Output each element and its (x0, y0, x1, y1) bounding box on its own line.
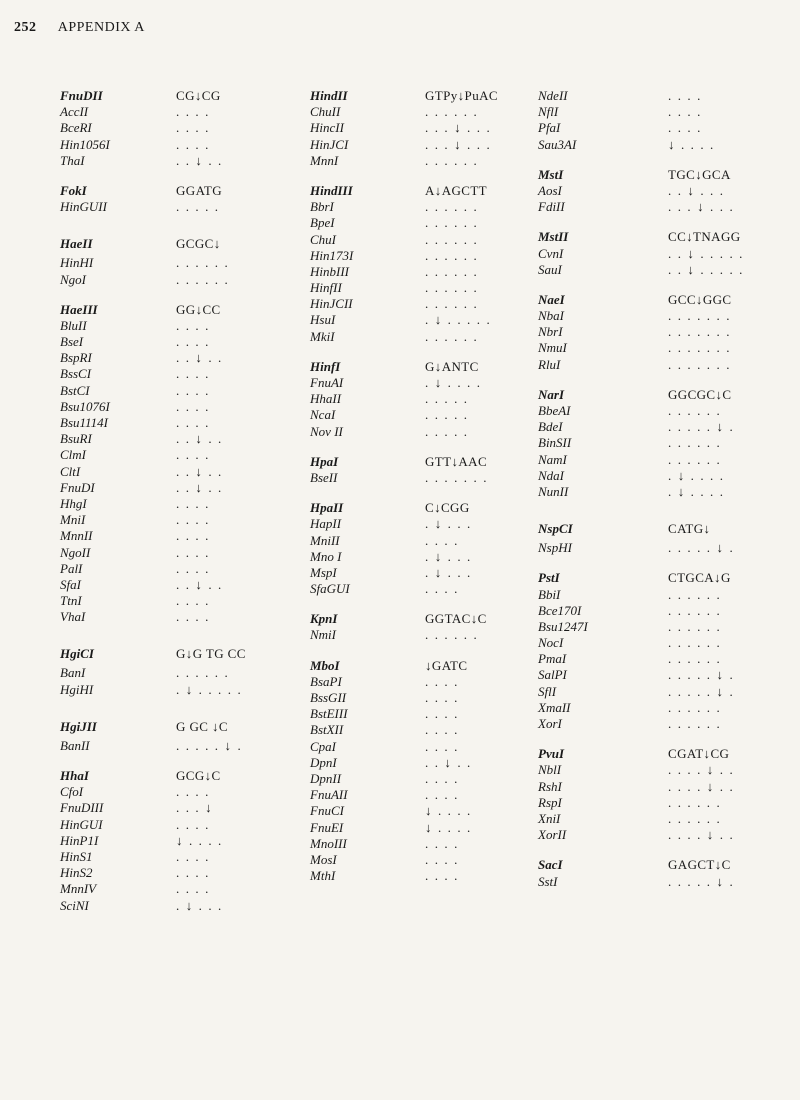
recognition-sequence: . . . . ↓ . . (668, 827, 735, 843)
recognition-sequence: . . . . (425, 532, 459, 548)
enzyme-name: Bsu1247I (538, 618, 588, 634)
recognition-sequence: . . . . (176, 415, 210, 430)
recognition-sequence: . . . . (425, 738, 459, 754)
recognition-sequence: . . . . . . . (668, 340, 732, 356)
enzyme-name: NbrI (538, 324, 563, 340)
enzyme-name: HinJCII (310, 296, 353, 312)
recognition-sequence: . . . ↓ . . . (425, 120, 492, 136)
enzyme-name: ClmI (60, 447, 86, 463)
enzyme-name: NmuI (538, 340, 567, 356)
recognition-sequence: ↓ . . . . (425, 819, 472, 835)
recognition-sequence: . . . . (176, 366, 210, 382)
enzyme-name: BstCI (60, 382, 90, 398)
enzyme-name: CpaI (310, 738, 336, 754)
recognition-sequence: CGAT↓CG (668, 746, 730, 762)
enzyme-name: NspHI (538, 540, 572, 556)
enzyme-name: AosI (538, 182, 562, 198)
recognition-sequence: . . . . (176, 544, 210, 560)
recognition-sequence: . . . . . . . (668, 356, 732, 372)
enzyme-name: HhaI (60, 768, 89, 783)
recognition-sequence: ↓ . . . . (176, 832, 223, 848)
recognition-sequence: GAGCT↓C (668, 857, 731, 873)
enzyme-name: FnuAII (310, 787, 348, 803)
enzyme-name: NarI (538, 386, 565, 402)
enzyme-name: CltI (60, 463, 81, 479)
enzyme-name: XorII (538, 827, 567, 843)
enzyme-name: HsuI (310, 312, 336, 328)
recognition-sequence: . ↓ . . . . (668, 467, 725, 483)
enzyme-name: PstI (538, 570, 560, 586)
recognition-sequence: . . . . . . . (668, 324, 732, 340)
recognition-sequence: CATG↓ (668, 521, 711, 537)
enzyme-name: Hin173I (310, 247, 354, 263)
recognition-sequence: . . . . . . (425, 280, 479, 296)
enzyme-name: BseI (60, 334, 84, 350)
enzyme-name: SalPI (538, 667, 567, 683)
recognition-sequence: . . . . . ↓ . (668, 419, 735, 435)
recognition-sequence: . . ↓ . . (176, 463, 223, 479)
enzyme-name: HpaII (310, 500, 344, 516)
recognition-sequence: . ↓ . . . . (668, 483, 725, 499)
recognition-sequence: . . . . . . (425, 328, 479, 344)
recognition-sequence: ↓GATC (425, 657, 468, 673)
recognition-sequence: . . . . (176, 865, 210, 881)
recognition-sequence: . . . . . . (668, 699, 722, 715)
enzyme-name: BbiI (538, 586, 561, 602)
recognition-sequence: . . . . . . (668, 618, 722, 634)
recognition-sequence: . . . . . . (668, 716, 722, 731)
enzyme-name: AccII (60, 104, 89, 120)
recognition-sequence: . . . . (176, 816, 210, 832)
recognition-sequence: GTT↓AAC (425, 453, 488, 469)
recognition-sequence: . . . . . (425, 423, 469, 439)
recognition-sequence: . . . . (176, 848, 210, 864)
recognition-sequence: . . . . ↓ . . (668, 762, 735, 778)
recognition-sequence: . . . . . . (425, 231, 479, 247)
recognition-sequence: . . . . (425, 690, 459, 705)
enzyme-name: XniI (538, 810, 561, 826)
recognition-sequence: . . . . (425, 706, 459, 722)
enzyme-name: MosI (310, 851, 337, 867)
recognition-sequence: . . . . (668, 120, 702, 136)
recognition-sequence: . . . . (176, 528, 210, 544)
recognition-sequence: . . . . . . (176, 271, 230, 287)
recognition-sequence: . . . . (176, 593, 210, 609)
enzyme-name: HincII (310, 120, 344, 136)
recognition-sequence: . . . . . . (176, 665, 230, 681)
enzyme-name: HinGUII (60, 199, 107, 215)
recognition-sequence: . . ↓ . . (176, 479, 223, 495)
recognition-sequence: . . . . . . . (425, 469, 489, 485)
recognition-sequence: . ↓ . . . (425, 548, 472, 564)
recognition-sequence: . . . . . . (425, 247, 479, 263)
enzyme-name: DpnII (310, 770, 342, 786)
recognition-sequence: GGCGC↓C (668, 386, 732, 402)
recognition-sequence: . . . . . . (668, 810, 722, 826)
enzyme-name: BanI (60, 665, 86, 681)
recognition-sequence: . . . . . (176, 199, 220, 215)
enzyme-name: PvuI (538, 746, 564, 762)
recognition-sequence: . . ↓ . . (176, 152, 223, 168)
recognition-sequence: . . . . (668, 88, 702, 103)
enzyme-name: NblI (538, 762, 562, 778)
recognition-sequence: . . . . (425, 835, 459, 851)
enzyme-name: HinHI (60, 255, 94, 271)
enzyme-name: NcaI (310, 407, 336, 423)
enzyme-name: BspRI (60, 350, 92, 366)
recognition-sequence: GGATG (176, 182, 223, 198)
recognition-sequence: CTGCA↓G (668, 570, 731, 586)
enzyme-name: SacI (538, 857, 563, 873)
recognition-sequence: . . . . (176, 609, 210, 625)
page-number: 252 (14, 20, 37, 35)
recognition-sequence: TGC↓GCA (668, 166, 731, 182)
recognition-sequence: . . ↓ . . . . . (668, 245, 744, 261)
recognition-sequence: . . . . (176, 120, 210, 136)
recognition-sequence: . . . . (176, 881, 210, 897)
enzyme-name: HgiCI (60, 646, 94, 662)
recognition-sequence: . . . . . (425, 391, 469, 407)
enzyme-name: FnuDIII (60, 800, 104, 816)
enzyme-name: NgoI (60, 271, 86, 287)
recognition-sequence: . . . . (176, 447, 210, 463)
recognition-sequence: . . . . . . (668, 403, 722, 418)
recognition-sequence: . . . . (176, 136, 210, 152)
enzyme-name: BpeI (310, 215, 335, 231)
enzyme-name: FnuEI (310, 819, 344, 835)
enzyme-name: NaeI (538, 291, 565, 307)
recognition-sequence: G↓ANTC (425, 358, 479, 374)
enzyme-name: MspI (310, 564, 337, 580)
recognition-sequence: . . . . (176, 512, 210, 528)
enzyme-name: VhaI (60, 609, 86, 625)
enzyme-name: MnnII (60, 528, 93, 544)
recognition-sequence: . . . . . . (176, 255, 230, 271)
enzyme-name: HinbIII (310, 263, 349, 279)
recognition-sequence: . . . ↓ . . . (668, 199, 735, 215)
enzyme-name: NamI (538, 451, 567, 467)
enzyme-name: HhgI (60, 495, 87, 511)
enzyme-name: HhaII (310, 391, 342, 407)
enzyme-name: CvnI (538, 245, 564, 261)
enzyme-name: BsuRI (60, 431, 92, 447)
enzyme-name: MthI (310, 868, 336, 884)
enzyme-name: ThaI (60, 152, 85, 168)
enzyme-name: BinSII (538, 435, 572, 451)
recognition-sequence: . . . . . . (425, 199, 479, 215)
recognition-sequence: . . . . . ↓ . (668, 667, 735, 683)
enzyme-name: BdeI (538, 419, 563, 435)
recognition-sequence: . . . . (176, 104, 210, 120)
recognition-sequence: . . . . . . (668, 635, 722, 651)
recognition-sequence: G↓G TG CC (176, 646, 246, 662)
enzyme-name: HindII (310, 88, 348, 103)
enzyme-name: HgiHI (60, 681, 94, 697)
enzyme-name: SfaGUI (310, 581, 350, 597)
enzyme-name: MnnI (310, 152, 339, 168)
recognition-sequence: GTPy↓PuAC (425, 88, 498, 103)
enzyme-name: Bce170I (538, 602, 582, 618)
enzyme-name: HinJCI (310, 136, 349, 152)
recognition-sequence: . . . . . . (668, 435, 722, 451)
enzyme-name: TtnI (60, 593, 82, 609)
enzyme-name: HinP1I (60, 832, 99, 848)
enzyme-name: Nov II (310, 423, 343, 439)
enzyme-name: HinS2 (60, 865, 93, 881)
enzyme-name: NunII (538, 483, 569, 499)
recognition-sequence: . . . . (176, 382, 210, 398)
recognition-sequence: . . ↓ . . (176, 350, 223, 366)
enzyme-name: BbeAI (538, 403, 571, 418)
recognition-sequence: . . . . (425, 851, 459, 867)
recognition-sequence: . . . . . . (668, 651, 722, 667)
enzyme-name: PalI (60, 560, 83, 576)
recognition-sequence: . . . ↓ (176, 800, 214, 816)
recognition-sequence: GCC↓GGC (668, 291, 732, 307)
enzyme-name: BbrI (310, 199, 334, 215)
recognition-sequence: . . . . . . (668, 586, 722, 602)
recognition-sequence: . ↓ . . . (425, 516, 472, 532)
page-header (14, 20, 145, 36)
enzyme-name: FokI (60, 182, 87, 198)
enzyme-name: SauI (538, 261, 562, 277)
recognition-sequence: . . . . (176, 317, 210, 333)
recognition-sequence: . . . . . ↓ . (668, 873, 735, 889)
enzyme-name: HpaI (310, 453, 339, 469)
recognition-sequence: CG↓CG (176, 88, 221, 103)
enzyme-name: FnuCI (310, 803, 344, 819)
recognition-sequence: . . . . . (425, 407, 469, 423)
enzyme-name: BseII (310, 469, 338, 485)
enzyme-name: HinfII (310, 280, 342, 296)
enzyme-name: MkiI (310, 328, 335, 344)
enzyme-name: Bsu1114I (60, 415, 108, 430)
recognition-sequence: A↓AGCTT (425, 182, 488, 198)
recognition-sequence: . . . . . . (668, 602, 722, 618)
recognition-sequence: . . . . (668, 104, 702, 120)
enzyme-name: BstEIII (310, 706, 348, 722)
enzyme-name: BluII (60, 317, 87, 333)
recognition-sequence: . . . . (176, 784, 210, 800)
enzyme-name: SfaI (60, 576, 81, 592)
enzyme-name: ChuII (310, 104, 341, 120)
recognition-sequence: . . . . (425, 581, 459, 597)
enzyme-name: KpnI (310, 611, 338, 627)
recognition-sequence: G GC ↓C (176, 718, 228, 734)
enzyme-name: RshI (538, 778, 562, 794)
enzyme-name: BanII (60, 737, 90, 753)
recognition-sequence: C↓CGG (425, 500, 470, 516)
enzyme-name: MnnIV (60, 881, 97, 897)
enzyme-name: NspCI (538, 521, 573, 537)
recognition-sequence: . . . . . . (425, 627, 479, 643)
enzyme-name: FnuDI (60, 479, 95, 495)
enzyme-name: HaeII (60, 236, 93, 252)
enzyme-name: HgiJII (60, 718, 97, 734)
recognition-sequence: . . . . . ↓ . (668, 540, 735, 556)
enzyme-name: Sau3AI (538, 136, 577, 152)
enzyme-name: RspI (538, 794, 562, 810)
enzyme-name: BssGII (310, 690, 347, 705)
enzyme-name: MstII (538, 229, 569, 245)
recognition-sequence: . . . . (176, 398, 210, 414)
enzyme-name: Hin1056I (60, 136, 110, 152)
recognition-sequence: . . ↓ . . (176, 431, 223, 447)
enzyme-name: NdaI (538, 467, 564, 483)
enzyme-name: NocI (538, 635, 564, 651)
enzyme-name: HinGUI (60, 816, 103, 832)
recognition-sequence: . . . . . . (668, 794, 722, 810)
recognition-sequence: . ↓ . . . . . (425, 312, 492, 328)
enzyme-name: NflI (538, 104, 559, 120)
recognition-sequence: . . . . (176, 560, 210, 576)
recognition-sequence: . . . . (425, 868, 459, 884)
enzyme-name: PfaI (538, 120, 561, 136)
recognition-sequence: . . ↓ . . (425, 754, 472, 770)
enzyme-name: ChuI (310, 231, 336, 247)
enzyme-name: Bsu1076I (60, 398, 110, 414)
enzyme-name: HinfI (310, 358, 341, 374)
enzyme-name: HinS1 (60, 848, 93, 864)
recognition-sequence: . . . . . . (425, 296, 479, 312)
enzyme-name: FdiII (538, 199, 565, 215)
enzyme-name: HapII (310, 516, 342, 532)
recognition-sequence: . ↓ . . . . . (176, 681, 243, 697)
recognition-sequence: . . ↓ . . . (668, 182, 725, 198)
recognition-sequence: . . . ↓ . . . (425, 136, 492, 152)
recognition-sequence: . . . . . ↓ . (668, 683, 735, 699)
enzyme-name: BssCI (60, 366, 92, 382)
page-title: APPENDIX A (57, 20, 145, 35)
recognition-sequence: . . . . . . (425, 152, 479, 168)
enzyme-name: PmaI (538, 651, 567, 667)
enzyme-name: NbaI (538, 308, 564, 324)
recognition-sequence: . . . . . . . (668, 308, 732, 324)
recognition-sequence: . . . . (425, 787, 459, 803)
enzyme-name: NdeII (538, 88, 568, 103)
enzyme-name: XmaII (538, 699, 571, 715)
enzyme-name: FnuAI (310, 375, 344, 390)
recognition-sequence: . . . . . . (425, 215, 479, 231)
enzyme-name: HaeIII (60, 301, 98, 317)
enzyme-name: MboI (310, 657, 340, 673)
enzyme-name: Mno I (310, 548, 342, 564)
enzyme-name: MnoIII (310, 835, 347, 851)
recognition-sequence: . ↓ . . . (425, 564, 472, 580)
recognition-sequence: . . . . . ↓ . (176, 737, 243, 753)
recognition-sequence: . . . . . . (425, 263, 479, 279)
enzyme-name: SflI (538, 683, 557, 699)
enzyme-name: SciNI (60, 897, 89, 913)
enzyme-name: NmiI (310, 627, 336, 643)
enzyme-name: MniII (310, 532, 340, 548)
enzyme-name: SstI (538, 873, 558, 889)
enzyme-name: MstI (538, 166, 564, 182)
recognition-sequence: . . ↓ . . (176, 576, 223, 592)
recognition-sequence: ↓ . . . . (425, 803, 472, 819)
recognition-sequence: . . . . (425, 722, 459, 738)
enzyme-name: CfoI (60, 784, 84, 800)
recognition-sequence: . . . . (176, 495, 210, 511)
recognition-sequence: . . . . ↓ . . (668, 778, 735, 794)
enzyme-name: MniI (60, 512, 86, 528)
recognition-sequence: . . . . . . (668, 451, 722, 467)
recognition-sequence: . . . . (176, 334, 210, 350)
enzyme-name: DpnI (310, 754, 337, 770)
enzyme-name: BstXII (310, 722, 344, 738)
recognition-sequence: . . . . . . (425, 104, 479, 120)
recognition-sequence: GCG↓C (176, 768, 221, 783)
recognition-sequence: . . . . (425, 673, 459, 689)
enzyme-name: FnuDII (60, 88, 103, 103)
enzyme-name: BsaPI (310, 673, 342, 689)
enzyme-name: HindIII (310, 182, 353, 198)
recognition-sequence: . . . . (425, 770, 459, 786)
enzyme-name: RluI (538, 356, 561, 372)
recognition-sequence: ↓ . . . . (668, 136, 715, 152)
enzyme-name: NgoII (60, 544, 91, 560)
enzyme-name: BceRI (60, 120, 92, 136)
recognition-sequence: . ↓ . . . . (425, 375, 482, 390)
recognition-sequence: GGTAC↓C (425, 611, 487, 627)
recognition-sequence: CC↓TNAGG (668, 229, 741, 245)
recognition-sequence: . . ↓ . . . . . (668, 261, 744, 277)
recognition-sequence: . ↓ . . . (176, 897, 223, 913)
enzyme-name: XorI (538, 716, 562, 731)
recognition-sequence: GG↓CC (176, 301, 221, 317)
recognition-sequence: GCGC↓ (176, 236, 221, 252)
